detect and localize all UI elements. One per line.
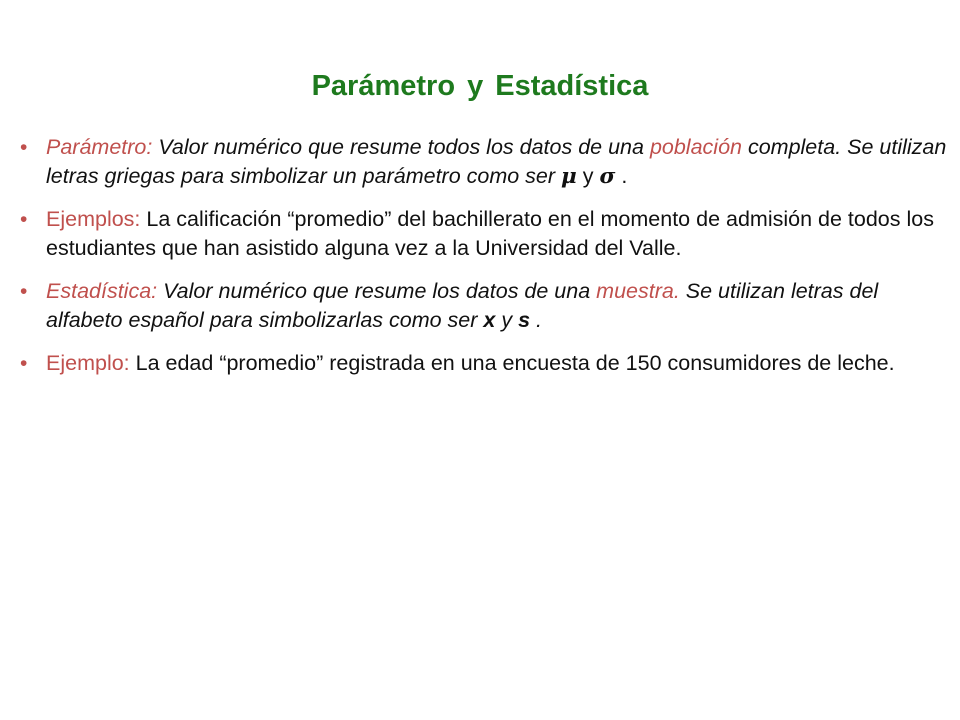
symbol-joiner: y <box>495 308 519 332</box>
definition-text: Valor numérico que resume todos los datos de una <box>152 135 650 159</box>
bullet-marker: • <box>20 208 28 231</box>
bullet-ejemplos <box>20 205 955 263</box>
bullet-list <box>20 133 955 392</box>
sentence-end: . <box>530 308 542 332</box>
definition-text-continued: completa. Se utilizan letras griegas para simbolizar un parámetro como ser <box>46 135 947 188</box>
bullet-marker: • <box>20 352 28 375</box>
term-estadistica: Estadística: <box>46 279 158 303</box>
bullet-marker: • <box>20 136 28 159</box>
bullet-marker: • <box>20 280 28 303</box>
symbol-x: x <box>483 308 496 332</box>
slide-title: Parámetro y Estadística <box>311 70 649 102</box>
highlight-poblacion: población <box>649 135 742 159</box>
definition-text: Valor numérico que resume los datos de una <box>157 279 597 303</box>
definition-parametro <box>46 135 946 188</box>
definition-text-continued: Se utilizan letras del alfabeto español para simbolizarlas como ser <box>46 279 879 332</box>
sentence-end: . <box>615 164 628 188</box>
symbol-s: s <box>518 308 531 332</box>
symbol-joiner: y <box>576 164 600 188</box>
symbol-sigma: σ <box>599 164 616 189</box>
example-text: La edad “promedio” registrada en una encuesta de 150 consumidores de leche. <box>129 351 895 375</box>
term-ejemplo: Ejemplo: <box>46 351 130 375</box>
highlight-muestra: muestra. <box>596 279 680 303</box>
bullet-estadistica <box>20 277 955 335</box>
symbol-mu: μ <box>561 164 577 189</box>
example-text: La calificación “promedio” del bachillerato en el momento de admisión de todos los estudiantes que han asistido alguna vez a la Universidad del Valle. <box>46 207 934 260</box>
bullet-parametro <box>20 133 955 191</box>
term-ejemplos: Ejemplos: <box>46 207 141 231</box>
term-parametro: Parámetro: <box>46 135 153 159</box>
bullet-ejemplo <box>20 349 955 378</box>
definition-estadistica <box>46 279 878 332</box>
